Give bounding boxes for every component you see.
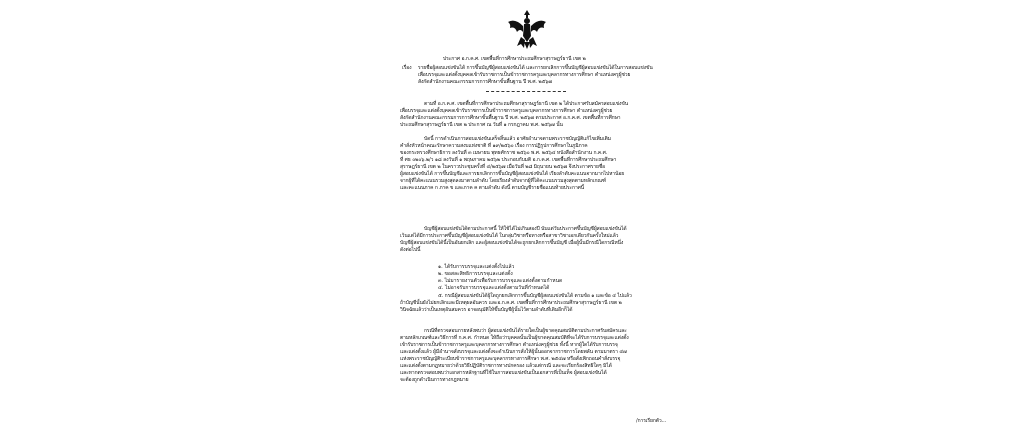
subject-line: เพื่อบรรจุและแต่งตั้งบุคคลเข้ารับราชการเป็นข้าราชการครูและบุคลากรทางการศึกษา ตำแหน่งครูผู้ช่วย: [418, 72, 631, 78]
condition-list: [438, 264, 562, 292]
subject-label: เรื่อง: [402, 65, 412, 71]
paragraph-line: สังกัดสำนักงานคณะกรรมการการศึกษาขั้นพื้นฐาน ปี พ.ศ. ๒๕๖๗ ตามประกาศ อ.ก.ค.ศ. เขตพื้นที่การศึกษา: [400, 115, 621, 121]
paragraph-line: เข้ารับราชการเป็นข้าราชการครูและบุคลากรทางการศึกษา ตำแหน่งครูผู้ช่วย ทั้งนี้ หากผู้ใดได้รับการบรรจุ: [400, 342, 618, 348]
paragraph-line: ดังต่อไปนี้: [400, 247, 421, 253]
paragraph-line: กรณีที่ตรวจสอบภายหลังพบว่า ผู้สอบแข่งขันได้รายใดเป็นผู้ขาดคุณสมบัติตามประกาศรับสมัครและ: [424, 328, 627, 334]
paragraph-line: บัดนี้ การดำเนินการสอบแข่งขันเสร็จสิ้นแล้ว อาศัยอำนาจตามพระราชบัญญัติแก้ไขเพิ่มเติม: [424, 136, 611, 142]
paragraph-line: เพื่อบรรจุและแต่งตั้งบุคคลเข้ารับราชการเป็นข้าราชการครูและบุคลากรทางการศึกษา ตำแหน่งครูผู้ช่วย: [400, 108, 613, 114]
paragraph-line: และหากตรวจสอบพบว่าเอกสารหลักฐานที่ใช้ในการสอบแข่งขันเป็นเอกสารที่เป็นเท็จ ผู้สอบแข่งขันได้: [400, 370, 607, 376]
paragraph-line: ๕. กรณีผู้สอบแข่งขันได้ผู้ใดถูกยกเลิกการขึ้นบัญชีผู้สอบแข่งขันได้ ตามข้อ ๑ และข้อ ๔ ไปแล้ว: [438, 293, 632, 299]
paragraph-line: ประถมศึกษาสุราษฎร์ธานี เขต ๒ ประกาศ ณ วันที่ ๑ กรกฎาคม พ.ศ. ๒๕๖๗ นั้น: [400, 122, 563, 128]
paragraph-line: แห่งพระราชบัญญัติระเบียบข้าราชการครูและบุคลากรทางการศึกษา พ.ศ. ๒๕๔๗ หรือสั่งเพิกถอนคำสั่งบรรจุ: [400, 356, 621, 362]
paragraph-line: ตามที่ อ.ก.ค.ศ. เขตพื้นที่การศึกษาประถมศึกษาสุราษฎร์ธานี เขต ๒ ได้ประกาศรับสมัครสอบแข่งขัน: [424, 101, 629, 107]
paragraph-line: ที่ ศธ ๐๒๐๖.๒/ว ๑๘ ลงวันที่ ๑ พฤษภาคม ๒๕๖๒ ประกอบกับมติ อ.ก.ค.ศ. เขตพื้นที่การศึกษาประถมศึกษา: [400, 157, 617, 163]
paragraph-line: เว้นแต่ได้มีการประกาศขึ้นบัญชีผู้สอบแข่งขันได้ ในกลุ่มวิชาหรือทางหรือสาขาวิชาเอกเดียวกันครั้งใหม่แล้ว: [400, 233, 619, 239]
announcement-heading: ประกาศ อ.ก.ค.ศ. เขตพื้นที่การศึกษาประถมศึกษาสุราษฎร์ธานี เขต ๒: [443, 56, 586, 62]
paragraph-line: คำสั่งหัวหน้าคณะรักษาความสงบแห่งชาติ ที่ ๑๙/๒๕๖๐ เรื่อง การปฏิรูปการศึกษาในภูมิภาค: [400, 143, 588, 149]
paragraph-line: จะต้องถูกดำเนินการทางกฎหมาย: [400, 377, 469, 383]
subject-line: สังกัดสำนักงานคณะกรรมการการศึกษาขั้นพื้นฐาน ปี พ.ศ. ๒๕๖๗: [418, 79, 552, 85]
paragraph-line: วินิจฉัยแล้วว่าเป็นเหตุอันสมควร อาจอนุมัติให้ขึ้นบัญชีผู้นั้นไว้ตามลำดับที่เดิมอีกก็ได้: [400, 307, 573, 313]
list-item: ๓. ไม่มารายงานตัวเพื่อรับการบรรจุและแต่งตั้งตามกำหนด: [438, 278, 563, 284]
continuation-note: /การเรียกตัว...: [636, 418, 667, 424]
paragraph-line: สุราษฎร์ธานี เขต ๒ ในคราวประชุมครั้งที่ ๔/๒๕๖๗ เมื่อวันที่ ๒๘ มิถุนายน ๒๕๖๗ จึงประกาศรายชื่อ: [400, 164, 606, 170]
paragraph-line: และแต่งตั้งแล้ว ผู้มีอำนาจสั่งบรรจุและแต่งตั้งจะดำเนินการสั่งให้ผู้นั้นออกจากราชการโดยพลัน ตามมาตรา ๔๗: [400, 349, 627, 355]
subject-line: รายชื่อผู้สอบแข่งขันได้ การขึ้นบัญชีผู้สอบแข่งขันได้ และการยกเลิกการขึ้นบัญชีผู้สอบแข่งขันได้ในการสอบแข่งขัน: [418, 65, 653, 71]
separator-line: [486, 91, 566, 92]
paragraph-line: และคะแนนภาค ก ภาค ข และภาค ค ตามลำดับ ดังนี้ ตามบัญชีรายชื่อแนบท้ายประกาศนี้: [400, 185, 585, 191]
paragraph-line: ของกระทรวงศึกษาธิการ ลงวันที่ ๓ เมษายน พุทธศักราช ๒๕๖๐ พ.ศ. ๒๕๖๔ หนังสือสำนักงาน ก.ค.ศ.: [400, 150, 608, 156]
list-item: ๑. ได้รับการบรรจุและแต่งตั้งไปแล้ว: [438, 264, 515, 270]
paragraph-line: บัญชีผู้สอบแข่งขันได้ตามประกาศนี้ ให้ใช้ได้ไม่เกินสองปี นับแต่วันประกาศขึ้นบัญชีผู้สอบแข่งขันได้: [424, 226, 627, 232]
garuda-emblem-icon: [505, 6, 549, 50]
paragraph-line: ถ้าบัญชีนั้นยังไม่ยกเลิกและมีเหตุผลอันควร และอ.ก.ค.ศ. เขตพื้นที่การศึกษาประถมศึกษาสุราษฎร์ธานี เขต ๒: [400, 300, 622, 306]
paragraph-line: บัญชีผู้สอบแข่งขันได้นี้เป็นอันยกเลิก และผู้สอบแข่งขันได้จะถูกยกเลิกการขึ้นบัญชี เมื่อผู้นั้นมีกรณีใดกรณีหนึ่ง: [400, 240, 624, 246]
list-item: ๔. ไม่อาจรับการบรรจุและแต่งตั้งตามวันที่กำหนดได้: [438, 285, 550, 291]
list-item: ๒. ขอสละสิทธิการบรรจุและแต่งตั้ง: [438, 271, 513, 277]
paragraph-line: จากผู้ที่ได้คะแนนรวมสูงสุดลงมาตามลำดับ โดยเรียงลำดับจากผู้ที่ได้คะแนนรวมสูงสุดตามหลักเกณฑ์: [400, 178, 606, 184]
announcement-sheet: [378, 0, 696, 433]
paragraph-line: ตามหลักเกณฑ์และวิธีการที่ ก.ค.ศ. กำหนด ให้ถือว่าบุคคลนั้นเป็นผู้ขาดคุณสมบัติที่จะได้รับการบรรจุและแต่งตั้ง: [400, 335, 629, 341]
paragraph-line: ผู้สอบแข่งขันได้ การขึ้นบัญชีและการยกเลิกการขึ้นบัญชีผู้สอบแข่งขันได้ เรียงลำดับคะแนนจากมากไปหาน้อย: [400, 171, 625, 177]
paragraph-line: และแต่งตั้งตามกฎหมายว่าด้วยวิธีปฏิบัติราชการทางปกครอง แล้วแต่กรณี และจะเรียกร้องสิทธิใดๆ มิได้: [400, 363, 612, 369]
